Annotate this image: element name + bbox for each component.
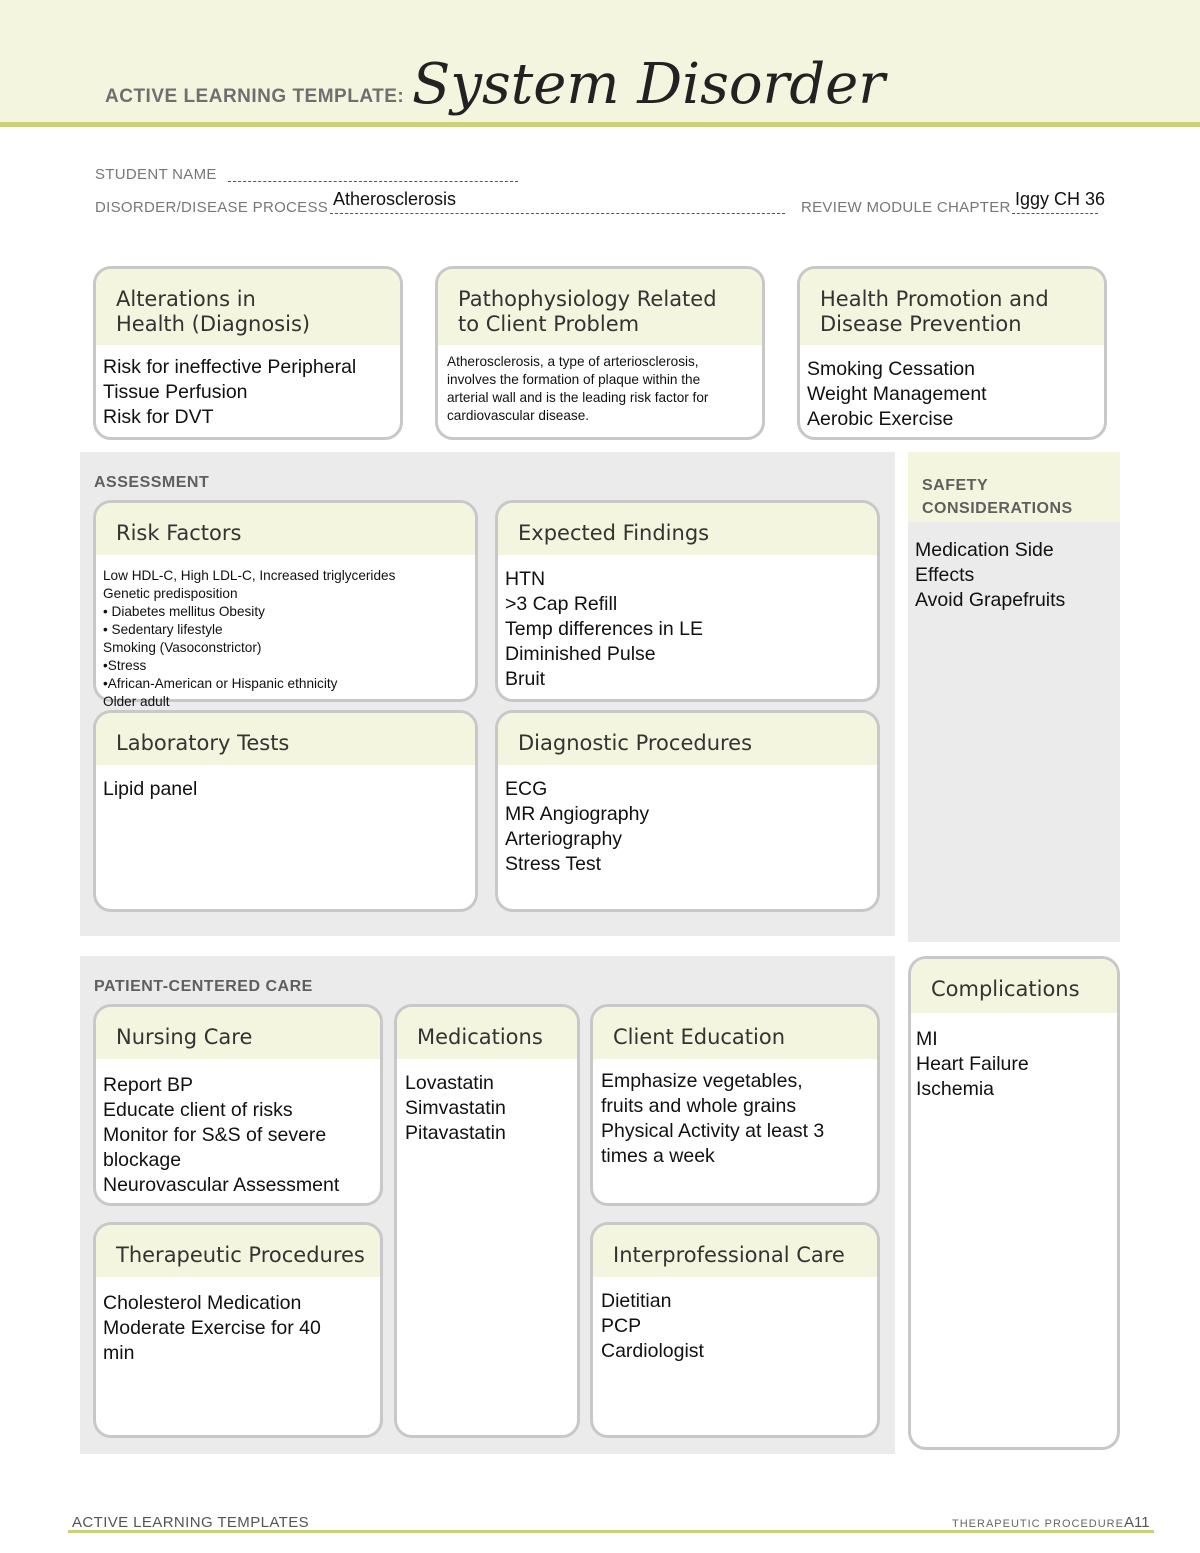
diagnostic-procedures-body [498,765,877,877]
alterations-title-line1: Alterations in [116,287,256,311]
health-promotion-line: Weight Management [807,383,987,405]
header-rule [0,122,1200,127]
expected-findings-header [498,503,877,555]
expected-finding-line: HTN [505,568,546,590]
diagnostic-procedures-header [498,713,877,765]
alterations-line: Risk for ineffective Peripheral [103,356,357,378]
nursing-care-line: Report BP [103,1074,193,1096]
pathophysiology-line: involves the formation of plaque within the [447,372,701,387]
medication-line: Simvastatin [405,1097,506,1119]
expected-finding-line: Temp differences in LE [505,618,703,640]
nursing-care-body [96,1059,380,1198]
health-promotion-header [800,269,1104,345]
laboratory-tests-body [96,765,475,802]
interprofessional-care-title: Interprofessional Care [613,1243,845,1267]
nursing-care-line: Monitor for S&S of severe [103,1124,327,1146]
therapeutic-procedure-line: Moderate Exercise for 40 [103,1317,321,1339]
health-promotion-card [797,266,1107,440]
disorder-field[interactable] [330,213,785,214]
health-promotion-line: Aerobic Exercise [807,408,954,430]
therapeutic-procedures-card [93,1222,383,1438]
pathophysiology-header [438,269,762,345]
pathophysiology-title-line1: Pathophysiology Related [458,287,717,311]
alterations-card [93,266,403,440]
template-label: ACTIVE LEARNING TEMPLATE: [105,86,405,107]
laboratory-tests-header [96,713,475,765]
risk-factor-line: Smoking (Vasoconstrictor) [103,640,262,655]
risk-factor-line: •Stress [103,658,147,673]
safety-line: Avoid Grapefruits [915,589,1066,611]
health-promotion-line: Smoking Cessation [807,358,975,380]
risk-factors-card [93,500,478,702]
complications-title: Complications [931,977,1080,1001]
safety-line: Effects [915,564,975,586]
laboratory-tests-card [93,710,478,912]
therapeutic-procedure-line: min [103,1342,135,1364]
medication-line: Pitavastatin [405,1122,506,1144]
pathophysiology-title-line2: to Client Problem [458,312,640,336]
risk-factors-header [96,503,475,555]
health-promotion-title-line1: Health Promotion and [820,287,1049,311]
client-education-title: Client Education [613,1025,786,1049]
risk-factor-line: •African-American or Hispanic ethnicity [103,676,338,691]
assessment-title: ASSESSMENT [94,474,210,491]
client-education-line: fruits and whole grains [601,1095,797,1117]
diagnostic-procedures-title: Diagnostic Procedures [518,731,753,755]
medication-line: Lovastatin [405,1072,494,1094]
interprofessional-care-line: PCP [601,1315,642,1337]
complications-card [908,956,1120,1450]
safety-line: Medication Side [915,539,1054,561]
client-education-line: times a week [601,1145,715,1167]
footer-right: THERAPEUTIC PROCEDURE [952,1518,1124,1530]
interprofessional-care-line: Cardiologist [601,1340,704,1362]
nursing-care-line: Neurovascular Assessment [103,1174,340,1196]
complication-line: Heart Failure [916,1053,1029,1075]
student-name-field[interactable] [228,181,518,182]
risk-factors-body [96,555,475,693]
laboratory-tests-title: Laboratory Tests [116,731,290,755]
complications-body [911,1013,1117,1102]
diagnostic-procedures-card [495,710,880,912]
interprofessional-care-header [593,1225,877,1277]
nursing-care-line: blockage [103,1149,182,1171]
alterations-title-line2: Health (Diagnosis) [116,312,311,336]
expected-finding-line: >3 Cap Refill [505,593,618,615]
pathophysiology-card [435,266,765,440]
therapeutic-procedure-line: Cholesterol Medication [103,1292,302,1314]
alterations-line: Risk for DVT [103,406,214,428]
complications-header [911,959,1117,1013]
interprofessional-care-body [593,1277,877,1364]
laboratory-test-line: Lipid panel [103,778,198,800]
safety-title-line2: CONSIDERATIONS [922,500,1073,517]
safety-title-line1: SAFETY [922,477,989,494]
safety-section [908,452,1120,942]
interprofessional-care-line: Dietitian [601,1290,672,1312]
medications-card [394,1004,580,1438]
nursing-care-header [96,1007,380,1059]
chapter-field[interactable] [1012,213,1098,214]
complication-line: Ischemia [916,1078,995,1100]
health-promotion-title-line2: Disease Prevention [820,312,1022,336]
pathophysiology-line: Atherosclerosis, a type of arteriosclerosis, [447,354,699,369]
health-promotion-body [800,345,1104,432]
alterations-header [96,269,400,345]
medications-body [397,1059,577,1146]
complication-line: MI [916,1028,938,1050]
diagnostic-procedure-line: Stress Test [505,853,602,875]
footer-page-number: A11 [1124,1514,1150,1531]
disorder-value: Atherosclerosis [333,189,457,209]
footer-left: ACTIVE LEARNING TEMPLATES [72,1514,309,1531]
therapeutic-procedures-title: Therapeutic Procedures [116,1243,365,1267]
interprofessional-care-card [590,1222,880,1438]
patient-centered-care-title: PATIENT-CENTERED CARE [94,978,313,995]
disorder-label: DISORDER/DISEASE PROCESS [95,199,329,216]
risk-factor-line: Older adult [103,694,170,709]
risk-factor-line: • Sedentary lifestyle [103,622,223,637]
alterations-body [96,345,400,430]
risk-factor-line: • Diabetes mellitus Obesity [103,604,265,619]
client-education-header [593,1007,877,1059]
risk-factor-line: Genetic predisposition [103,586,238,601]
nursing-care-line: Educate client of risks [103,1099,293,1121]
page-title: System Disorder [412,52,886,117]
therapeutic-procedures-header [96,1225,380,1277]
nursing-care-title: Nursing Care [116,1025,253,1049]
safety-body [915,538,1065,613]
risk-factor-line: Low HDL-C, High LDL-C, Increased triglycerides [103,568,396,583]
expected-findings-body [498,555,877,692]
diagnostic-procedure-line: ECG [505,778,548,800]
therapeutic-procedures-body [96,1277,380,1366]
client-education-body [593,1059,877,1169]
expected-finding-line: Bruit [505,668,546,690]
client-education-line: Physical Activity at least 3 [601,1120,825,1142]
safety-title [922,474,1073,520]
medications-header [397,1007,577,1059]
expected-findings-card [495,500,880,702]
client-education-card [590,1004,880,1206]
diagnostic-procedure-line: Arteriography [505,828,623,850]
student-name-label: STUDENT NAME [95,166,217,183]
alterations-line: Tissue Perfusion [103,381,248,403]
nursing-care-card [93,1004,383,1206]
expected-finding-line: Diminished Pulse [505,643,656,665]
chapter-value: Iggy CH 36 [1015,189,1106,209]
diagnostic-procedure-line: MR Angiography [505,803,650,825]
pathophysiology-body [438,345,762,425]
risk-factors-title: Risk Factors [116,521,242,545]
medications-title: Medications [417,1025,543,1049]
pathophysiology-line: arterial wall and is the leading risk factor for [447,390,709,405]
pathophysiology-line: cardiovascular disease. [447,408,590,423]
chapter-label: REVIEW MODULE CHAPTER [801,199,1011,216]
client-education-line: Emphasize vegetables, [601,1070,803,1092]
expected-findings-title: Expected Findings [518,521,710,545]
